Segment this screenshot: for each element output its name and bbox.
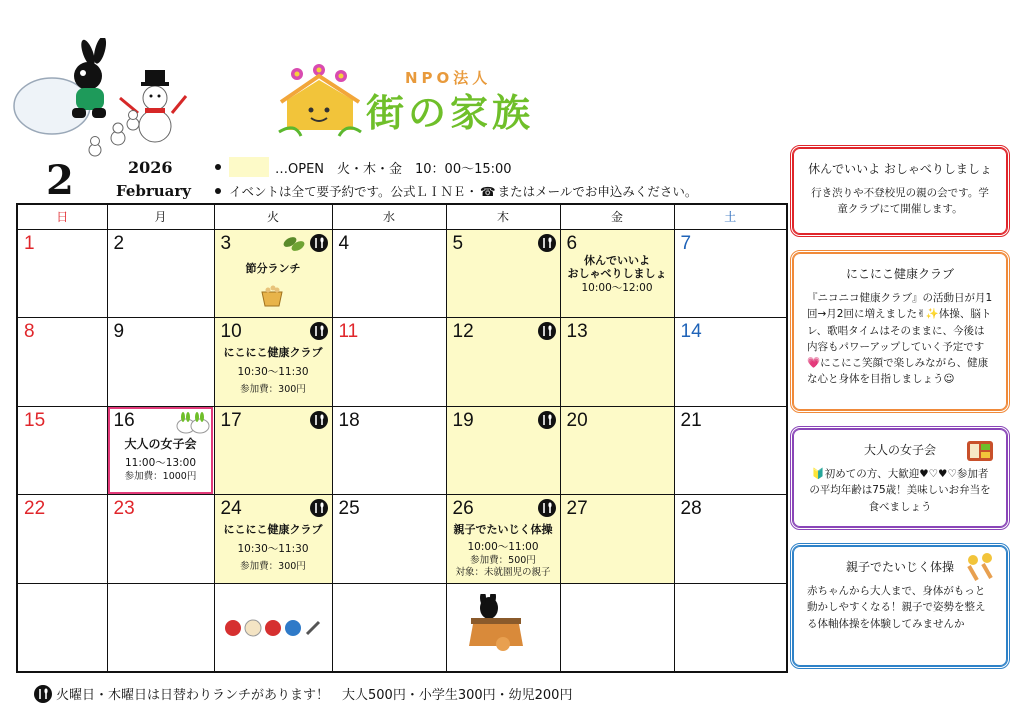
lunch-icon: [538, 322, 556, 340]
side-box-text: 赤ちゃんから大人まで、身体がもっと動かしやすくなる！親子で姿勢を整える体軸体操を体験してみませんか: [807, 585, 986, 630]
day-cell: [446, 583, 560, 672]
event-fee: 参加費：1000円: [124, 470, 197, 482]
day-cell: [560, 495, 674, 584]
day-number: 14: [680, 321, 702, 343]
event-title: 節分ランチ: [245, 261, 301, 275]
day-number: 22: [24, 498, 46, 520]
side-box-taijiku: [790, 543, 1010, 669]
day-number: 4: [338, 232, 350, 254]
day-cell: [214, 318, 332, 407]
day-cell: [332, 406, 446, 495]
bullet-icon: [215, 188, 221, 194]
day-number: 18: [338, 409, 360, 431]
day-number: 27: [566, 498, 588, 520]
day-cell: [446, 406, 560, 495]
day-number: 7: [680, 232, 692, 254]
day-number: 11: [338, 321, 359, 343]
weekday-sun: 日: [17, 204, 107, 229]
calendar-table: [16, 203, 788, 673]
week-row: [17, 229, 787, 318]
side-box-text: 行き渋りや不登校児の親の会です。学童クラブにて開催します。: [811, 187, 989, 216]
day-number: 16: [113, 409, 135, 431]
weekday-thu: 木: [446, 204, 560, 229]
day-cell: [107, 583, 214, 672]
event-time: 11:00〜13:00: [124, 456, 197, 469]
open-info: [215, 157, 512, 177]
side-box-health-club: [790, 250, 1010, 413]
day-number: 15: [24, 409, 46, 431]
day-cell: [107, 406, 214, 495]
day-number: 5: [452, 232, 464, 254]
event-time: 10:30〜11:30: [237, 543, 309, 556]
day-cell: [214, 495, 332, 584]
day-cell: [17, 318, 107, 407]
day-cell: [560, 406, 674, 495]
day-cell: [214, 406, 332, 495]
event-title: にこにこ健康クラブ: [223, 523, 323, 537]
lunch-icon: [310, 499, 328, 517]
kotatsu-cat-icon: [467, 594, 525, 656]
day-number: 23: [113, 498, 135, 520]
event-fee: 参加費：500円: [470, 555, 536, 567]
day-number: 19: [452, 409, 474, 431]
side-box-title: 大人の女子会: [863, 443, 936, 457]
lunch-icon: [538, 411, 556, 429]
lunch-icon: [310, 234, 328, 252]
bento-icon: [965, 437, 995, 463]
snow-bunny-icon: [176, 409, 210, 435]
rabbit-icon: [72, 38, 108, 118]
setsubun-leaf-icon: [282, 234, 306, 254]
event-info: [215, 182, 697, 200]
event-time: 10:00〜12:00: [581, 281, 653, 294]
exercise-icon: [963, 552, 997, 582]
day-cell: [446, 318, 560, 407]
day-cell: [674, 495, 787, 584]
weekday-mon: 月: [107, 204, 214, 229]
event-title: 親子でたいじく体操: [453, 523, 553, 537]
day-number: 1: [24, 232, 35, 254]
side-box-title: 休んでいいよ おしゃべりしましょ: [808, 162, 992, 176]
day-number: 3: [220, 232, 232, 254]
day-cell: [332, 318, 446, 407]
side-box-oshaberi: [790, 145, 1010, 237]
day-cell: [332, 495, 446, 584]
week-row: [17, 495, 787, 584]
day-cell: [560, 583, 674, 672]
phone-icon: ☎: [480, 183, 496, 199]
lunch-icon: [538, 499, 556, 517]
weekday-tue: 火: [214, 204, 332, 229]
day-cell: [674, 406, 787, 495]
setsubun-items-icon: [223, 616, 323, 638]
day-number: 9: [113, 321, 125, 343]
month-number: 2: [46, 157, 74, 204]
day-cell: [674, 229, 787, 318]
day-cell: [17, 495, 107, 584]
side-box-text: 『ニコニコ健康クラブ』の活動日が月1回→月2回に増えました✌✨体操、脳トレ、歌唱タイムはそのままに、今後は内容もパワーアップしていく予定です💗にこにこ笑顔で楽しみながら、健康な心と身体を目指しましょう☺: [807, 292, 993, 386]
day-cell: [214, 229, 332, 318]
event-info-text-1: イベントは全て要予約です。公式ＬＩＮＥ・: [229, 184, 479, 199]
org-label: NPO法人: [405, 69, 492, 87]
side-box-text: 🔰初めての方、大歓迎♥♡♥♡参加者の平均年齢は75歳！美味しいお弁当を食べましょう: [809, 468, 991, 513]
day-number: 12: [452, 321, 474, 343]
day-number: 24: [220, 498, 242, 520]
year: 2026: [128, 158, 173, 177]
day-number: 17: [220, 409, 242, 431]
day-number: 6: [566, 232, 578, 254]
event-title: にこにこ健康クラブ: [223, 346, 323, 360]
day-number: 13: [566, 321, 588, 343]
open-day-swatch: [229, 157, 269, 177]
bullet-icon: [215, 164, 221, 170]
flower-icon: [291, 64, 347, 82]
day-cell: [446, 495, 560, 584]
open-info-text: …OPEN 火・木・金 10：00〜15:00: [275, 161, 512, 177]
day-cell: [17, 229, 107, 318]
day-cell: [107, 229, 214, 318]
side-box-title: 親子でたいじく体操: [845, 560, 954, 574]
lunch-icon: [310, 322, 328, 340]
week-row: [17, 318, 787, 407]
day-cell: [446, 229, 560, 318]
event-target: 対象：未就園児の親子: [455, 567, 551, 579]
day-number: 25: [338, 498, 360, 520]
day-number: 21: [680, 409, 702, 431]
footer-note: [34, 684, 572, 703]
weekday-fri: 金: [560, 204, 674, 229]
event-title: 休んでいいよ おしゃべりしましょ: [567, 253, 667, 281]
event-title: 大人の女子会: [124, 436, 197, 451]
month-name: February: [116, 182, 192, 200]
side-box-title: にこにこ健康クラブ: [845, 267, 954, 281]
day-number: 26: [452, 498, 474, 520]
day-number: 8: [24, 321, 35, 343]
lunch-icon: [310, 411, 328, 429]
bean-box-icon: [259, 284, 285, 308]
lunch-icon: [538, 234, 556, 252]
org-name: 街の家族: [366, 91, 535, 135]
day-cell: [214, 583, 332, 672]
week-row: [17, 583, 787, 672]
day-cell: [674, 318, 787, 407]
rabbit-snowman-illustration: [10, 38, 195, 158]
event-fee: 参加費：300円: [240, 561, 306, 573]
day-number: 20: [566, 409, 588, 431]
day-cell: [17, 583, 107, 672]
event-time: 10:30〜11:30: [237, 366, 309, 379]
day-number: 28: [680, 498, 702, 520]
day-cell: [107, 318, 214, 407]
snowman-icon: [120, 70, 186, 142]
event-fee: 参加費：300円: [240, 384, 306, 396]
event-info-text-2: またはメールでお申込みください。: [497, 184, 698, 199]
side-box-joshikai: [790, 426, 1010, 530]
footer-text: 火曜日・木曜日は日替わりランチがあります！ 大人500円・小学生300円・幼児200円: [56, 688, 573, 703]
weekday-wed: 水: [332, 204, 446, 229]
day-cell: [332, 229, 446, 318]
day-number: 10: [220, 321, 242, 343]
event-time: 10:00〜11:00: [467, 541, 539, 554]
day-cell: [674, 583, 787, 672]
day-cell: [17, 406, 107, 495]
day-cell: [332, 583, 446, 672]
day-cell: [560, 229, 674, 318]
day-cell: [107, 495, 214, 584]
day-number: 2: [113, 232, 125, 254]
weekday-header-row: [17, 204, 787, 229]
weekday-sat: 土: [674, 204, 787, 229]
lunch-icon: [34, 685, 52, 703]
day-cell: [560, 318, 674, 407]
week-row: [17, 406, 787, 495]
